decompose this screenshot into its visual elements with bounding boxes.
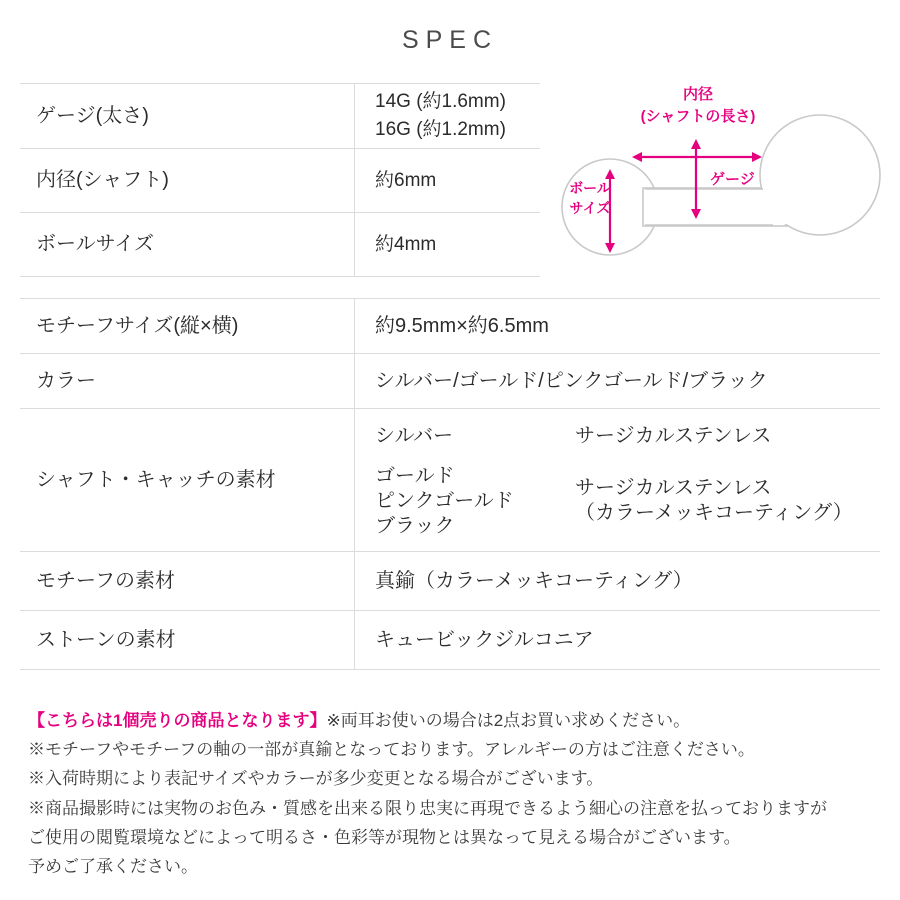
row-label-motif-material: モチーフの素材 <box>20 552 355 611</box>
inner-diameter-arrow-head-left <box>632 152 642 162</box>
barbell-diagram-svg <box>548 85 888 275</box>
diagram-label-gauge: ゲージ <box>710 171 755 188</box>
notes-section <box>28 706 878 881</box>
note-line-1 <box>28 706 878 735</box>
diagram-label-ball-size-line1: ボール <box>569 180 611 196</box>
material-name-gold: ゴールド <box>375 464 455 487</box>
row-value-shaft-catch-material <box>355 409 881 552</box>
row-value-motif-size: 約9.5mm×約6.5mm <box>355 299 881 354</box>
shaft-fill-patch <box>645 190 788 224</box>
table-row <box>20 149 540 213</box>
page-title: SPEC <box>401 26 499 54</box>
material-value-plated-line2: （カラーメッキコーティング） <box>575 502 853 524</box>
row-label-stone-material: ストーンの素材 <box>20 611 355 670</box>
material-block <box>375 416 880 545</box>
row-value-color: シルバー/ゴールド/ピンクゴールド/ブラック <box>355 354 881 409</box>
table-row <box>20 409 880 552</box>
material-row-plated <box>375 464 880 539</box>
row-value-motif-material: 真鍮（カラーメッキコーティング） <box>355 552 881 611</box>
note-line-2: ※モチーフやモチーフの軸の一部が真鍮となっております。アレルギーの方はご注意ください。 <box>28 740 755 760</box>
material-value-plated-line1: サージカルステンレス <box>575 477 772 499</box>
spec-table-basic <box>20 83 540 277</box>
row-label-motif-size: モチーフサイズ(縦×横) <box>20 299 355 354</box>
inner-diameter-arrow-head-right <box>752 152 762 162</box>
table-row <box>20 354 880 409</box>
row-value-stone-material: キュービックジルコニア <box>355 611 881 670</box>
table-row <box>20 611 880 670</box>
diagram-label-shaft-length: (シャフトの長さ) <box>640 108 756 125</box>
note-line-3: ※入荷時期により表記サイズやカラーが多少変更となる場合がございます。 <box>28 769 604 789</box>
note-line-6: 予めご了承ください。 <box>28 857 198 877</box>
diagram-label-ball-size-line2: サイズ <box>569 200 611 216</box>
row-label-ball-size: ボールサイズ <box>20 213 355 277</box>
spec-table-details <box>20 298 880 670</box>
row-label-color: カラー <box>20 354 355 409</box>
row-label-inner-diameter: 内径(シャフト) <box>20 149 355 213</box>
row-label-shaft-catch-material: シャフト・キャッチの素材 <box>20 409 355 552</box>
table-row <box>20 552 880 611</box>
row-value-inner-diameter: 約6mm <box>355 149 541 213</box>
note-line-1-rest: ※両耳お使いの場合は2点お買い求めください。 <box>326 711 691 730</box>
material-name-pinkgold: ピンクゴールド <box>375 489 514 512</box>
gauge-value-line2: 16G (約1.2mm) <box>375 119 506 140</box>
table-row <box>20 213 540 277</box>
note-highlight: 【こちらは1個売りの商品となります】 <box>28 711 327 730</box>
note-line-4: ※商品撮影時には実物のお色み・質感を出来る限り忠実に再現できるよう細心の注意を払っておりますが <box>28 798 827 818</box>
material-row-silver <box>375 422 880 450</box>
material-name-silver: シルバー <box>375 424 454 447</box>
material-name-plated <box>375 464 575 539</box>
barbell-diagram <box>548 85 888 275</box>
material-value-plated <box>575 476 853 526</box>
table-row <box>20 84 540 149</box>
table-row <box>20 299 880 354</box>
material-name-black: ブラック <box>375 514 455 537</box>
note-line-5: ご使用の閲覧環境などによって明るさ・色彩等が現物とは異なって見える場合がございます。 <box>28 827 741 847</box>
row-label-gauge: ゲージ(太さ) <box>20 84 355 149</box>
gauge-arrow-head-top <box>691 139 701 149</box>
diagram-label-inner-diameter: 内径 <box>682 86 714 103</box>
gauge-value-line1: 14G (約1.6mm) <box>375 91 506 113</box>
row-value-gauge <box>355 84 541 149</box>
row-value-ball-size: 約4mm <box>355 213 541 277</box>
material-value-silver: サージカルステンレス <box>575 424 772 447</box>
